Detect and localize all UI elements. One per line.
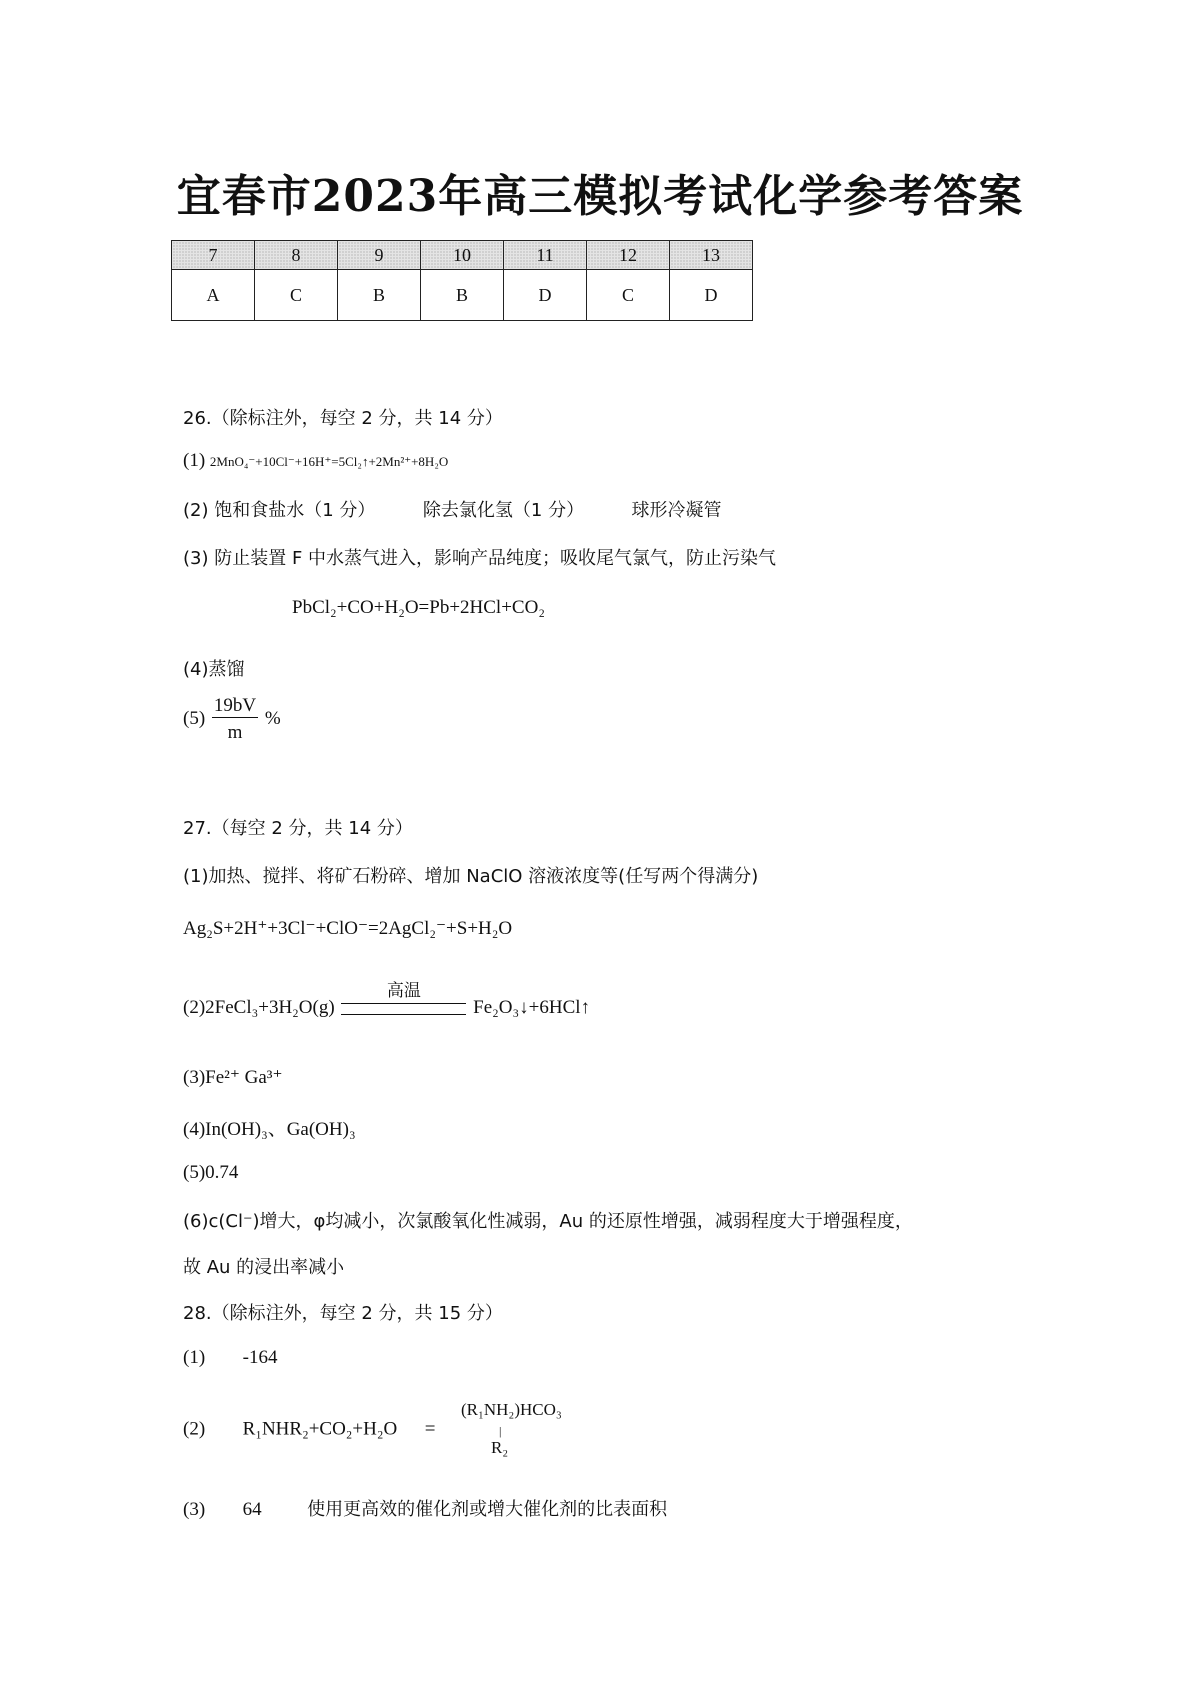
answer-cell: B [338, 270, 421, 321]
question-number-cell: 13 [670, 241, 753, 270]
q28-part1 [183, 1347, 277, 1369]
q27-header: 27.（每空 2 分，共 14 分） [183, 818, 413, 839]
q26-part1-label: (1) [183, 450, 206, 471]
q28-part2 [183, 1400, 601, 1460]
q26-part2-label: (2) [183, 500, 209, 521]
q28-part2-reactants: R₁NHR₂+CO₂+H₂O [242, 1418, 398, 1440]
structure-bond: | [498, 1424, 502, 1438]
q28-part3-label: (3) [183, 1499, 206, 1520]
q28-header: 28.（除标注外，每空 2 分，共 15 分） [183, 1303, 503, 1324]
q28-part1-label: (1) [183, 1347, 206, 1368]
q27-part6-line1: (6)c(Cl⁻)增大，φ均减小，次氯酸氧化性减弱，Au 的还原性增强，减弱程度大于增强程度， [183, 1211, 913, 1232]
answer-table-answer-row [172, 270, 753, 321]
fraction-denominator: m [227, 722, 243, 743]
answer-table [171, 240, 753, 321]
q26-part5 [183, 695, 281, 744]
q26-part3-label: (3) [183, 548, 209, 569]
question-number-cell: 8 [255, 241, 338, 270]
q26-part4: (4)蒸馏 [183, 659, 245, 680]
q26-part1-equation: 2MnO₄⁻+10Cl⁻+16H⁺=5Cl₂↑+2Mn²⁺+8H₂O [209, 454, 449, 469]
q28-part2-product-structure [461, 1400, 601, 1460]
q26-part3 [183, 544, 776, 570]
answer-cell: A [172, 270, 255, 321]
q26-part1 [183, 450, 448, 472]
q28-part3-value: 64 [242, 1499, 262, 1520]
q26-part3-equation: PbCl₂+CO+H₂O=Pb+2HCl+CO₂ [292, 597, 545, 618]
question-number-cell: 12 [587, 241, 670, 270]
answer-cell: C [255, 270, 338, 321]
answer-cell: D [504, 270, 587, 321]
q26-part2 [183, 496, 722, 522]
answer-table-header-row [172, 241, 753, 270]
q27-part5: (5)0.74 [183, 1162, 239, 1183]
q26-part5-unit: % [264, 707, 281, 729]
q28-part3-text: 使用更高效的催化剂或增大催化剂的比表面积 [307, 1499, 668, 1520]
fraction-numerator: 19bV [213, 695, 257, 716]
q27-part6-line2: 故 Au 的浸出率减小 [183, 1257, 345, 1278]
q26-part2-answer-b: 除去氯化氢（1 分） [422, 500, 585, 521]
q27-part1-equation: Ag₂S+2H⁺+3Cl⁻+ClO⁻=2AgCl₂⁻+S+H₂O [183, 918, 513, 939]
q28-part1-value: -164 [242, 1347, 278, 1368]
structure-top: (R₁NH₂)HCO₃ [460, 1400, 562, 1419]
answer-cell: B [421, 270, 504, 321]
q27-part2 [183, 980, 591, 1019]
q27-part2-products: Fe₂O₃↓+6HCl↑ [473, 997, 591, 1018]
question-number-cell: 9 [338, 241, 421, 270]
q27-part1: (1)加热、搅拌、将矿石粉碎、增加 NaClO 溶液浓度等(任写两个得满分) [183, 866, 759, 887]
q26-header: 26.（除标注外，每空 2 分，共 14 分） [183, 408, 503, 429]
q26-part3-text: 防止装置 F 中水蒸气进入，影响产品纯度；吸收尾气氯气，防止污染气 [214, 548, 777, 569]
question-number-cell: 10 [421, 241, 504, 270]
reaction-condition-arrow [341, 980, 466, 1015]
q26-part2-answer-a: 饱和食盐水（1 分） [214, 500, 376, 521]
answer-cell: D [670, 270, 753, 321]
q27-part4: (4)In(OH)₃、Ga(OH)₃ [183, 1119, 356, 1140]
reaction-condition-label: 高温 [386, 980, 421, 1001]
question-number-cell: 11 [504, 241, 587, 270]
q28-part3 [183, 1495, 667, 1521]
q28-part2-label: (2) [183, 1418, 206, 1440]
answer-cell: C [587, 270, 670, 321]
q28-part2-equals: = [424, 1418, 436, 1440]
q27-part2-reactants: (2)2FeCl₃+3H₂O(g) [183, 997, 335, 1018]
q27-part3: (3)Fe²⁺ Ga³⁺ [183, 1067, 283, 1088]
q26-part5-label: (5) [183, 707, 206, 729]
q26-part2-answer-c: 球形冷凝管 [631, 500, 722, 521]
structure-bottom: R₂ [490, 1438, 509, 1457]
q26-part5-fraction [212, 695, 258, 744]
question-number-cell: 7 [172, 241, 255, 270]
page-title: 宜春市2023年高三模拟考试化学参考答案 [176, 171, 1024, 222]
